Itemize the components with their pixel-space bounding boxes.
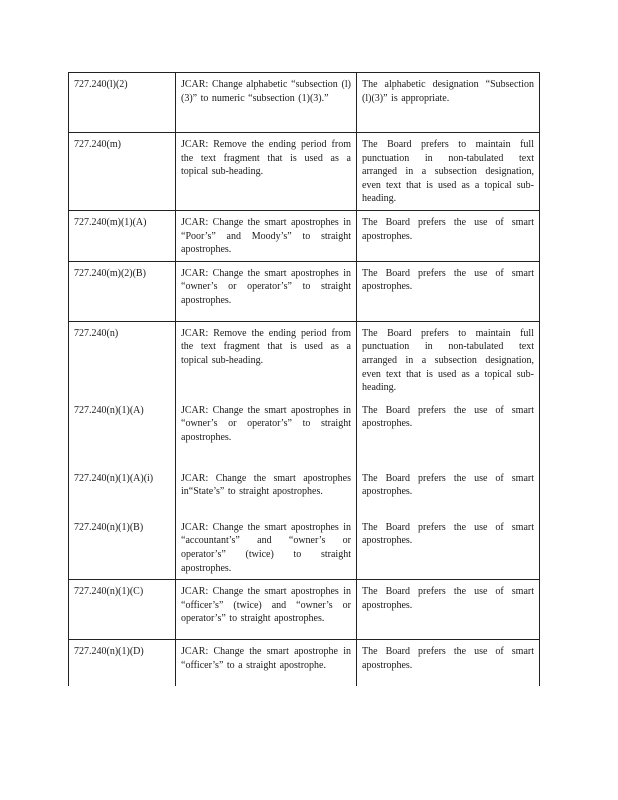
- change-cell: JCAR: Change the smart apostrophes in“State’s” to straight apostrophes.: [176, 467, 357, 516]
- table-row: [69, 399, 540, 467]
- section-cell: 727.240(l)(2): [69, 73, 176, 133]
- change-cell: JCAR: Change the smart apostrophes in “accountant’s” and “owner’s or operator’s” (twice) to straight apostrophes.: [176, 516, 357, 580]
- change-cell: JCAR: Change the smart apostrophes in “officer’s” (twice) and “owner’s or operator’s” to straight apostrophes.: [176, 580, 357, 640]
- section-cell: 727.240(m): [69, 133, 176, 211]
- section-cell: 727.240(n)(1)(C): [69, 580, 176, 640]
- table-row: [69, 261, 540, 321]
- table-row: [69, 516, 540, 580]
- change-cell: JCAR: Remove the ending period from the text fragment that is used as a topical sub-heading.: [176, 133, 357, 211]
- response-cell: The Board prefers the use of smart apostrophes.: [357, 516, 540, 580]
- section-cell: 727.240(n)(1)(A): [69, 399, 176, 467]
- table-row: [69, 73, 540, 133]
- response-cell: The Board prefers the use of smart apostrophes.: [357, 210, 540, 261]
- response-cell: The Board prefers the use of smart apostrophes.: [357, 261, 540, 321]
- response-cell: The alphabetic designation “Subsection (l)(3)” is appropriate.: [357, 73, 540, 133]
- comments-table: [68, 72, 540, 686]
- response-cell: The Board prefers to maintain full punctuation in non-tabulated text arranged in a subsection designation, even text that is used as a topical sub-heading.: [357, 133, 540, 211]
- change-cell: JCAR: Change the smart apostrophes in “owner’s or operator’s” to straight apostrophes.: [176, 261, 357, 321]
- change-cell: JCAR: Change alphabetic “subsection (l)(3)” to numeric “subsection (1)(3).”: [176, 73, 357, 133]
- table-row: [69, 640, 540, 687]
- table-row: [69, 580, 540, 640]
- change-cell: JCAR: Change the smart apostrophe in “officer’s” to a straight apostrophe.: [176, 640, 357, 687]
- section-cell: 727.240(n)(1)(D): [69, 640, 176, 687]
- response-cell: The Board prefers the use of smart apostrophes.: [357, 467, 540, 516]
- response-cell: The Board prefers the use of smart apostrophes.: [357, 640, 540, 687]
- response-cell: The Board prefers to maintain full punctuation in non-tabulated text arranged in a subsection designation, even text that is used as a topical sub-heading.: [357, 321, 540, 398]
- section-cell: 727.240(n): [69, 321, 176, 398]
- table-row: [69, 210, 540, 261]
- table-row: [69, 467, 540, 516]
- section-cell: 727.240(m)(1)(A): [69, 210, 176, 261]
- table-row: [69, 321, 540, 398]
- response-cell: The Board prefers the use of smart apostrophes.: [357, 399, 540, 467]
- response-cell: The Board prefers the use of smart apostrophes.: [357, 580, 540, 640]
- change-cell: JCAR: Change the smart apostrophes in “Poor’s” and Moody’s” to straight apostrophes.: [176, 210, 357, 261]
- section-cell: 727.240(m)(2)(B): [69, 261, 176, 321]
- change-cell: JCAR: Remove the ending period from the text fragment that is used as a topical sub-heading.: [176, 321, 357, 398]
- change-cell: JCAR: Change the smart apostrophes in “owner’s or operator’s” to straight apostrophes.: [176, 399, 357, 467]
- section-cell: 727.240(n)(1)(A)(i): [69, 467, 176, 516]
- table-row: [69, 133, 540, 211]
- section-cell: 727.240(n)(1)(B): [69, 516, 176, 580]
